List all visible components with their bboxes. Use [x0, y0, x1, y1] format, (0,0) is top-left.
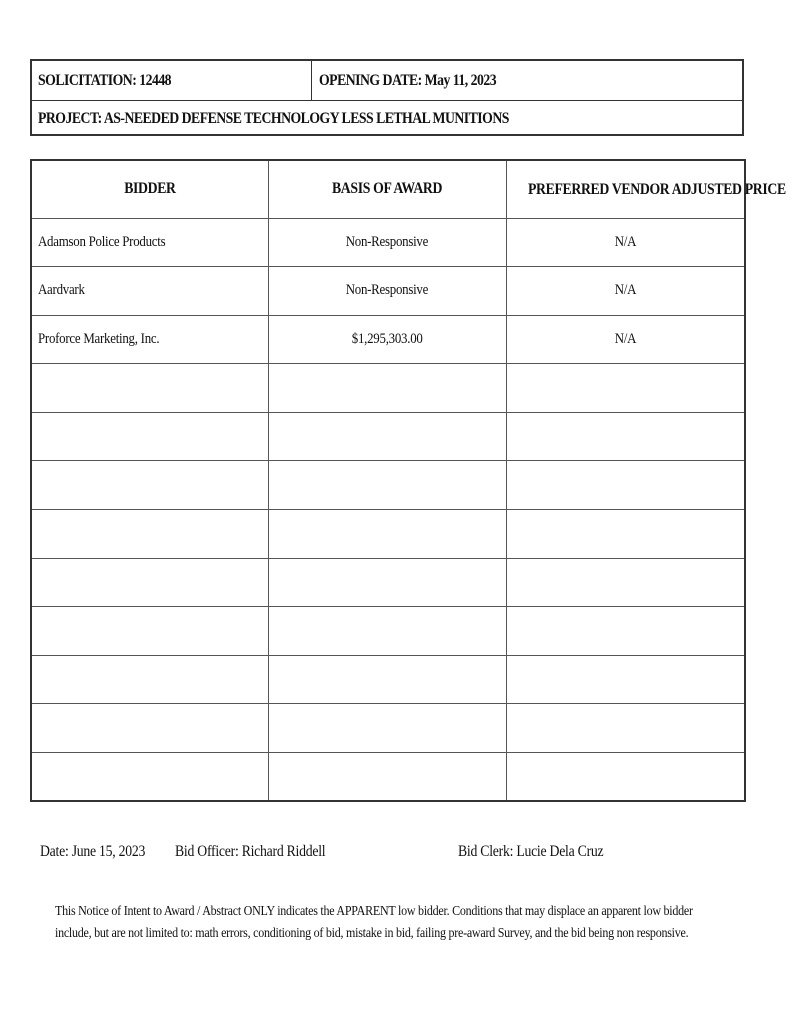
footer-bid-officer: Bid Officer: Richard Riddell — [175, 843, 326, 860]
adjusted-price-cell — [506, 412, 745, 461]
notice-text — [55, 901, 717, 945]
notice-line: include, but are not limited to: math errors, conditioning of bid, mistake in bid, failing pre-award Survey, and the bid being non responsive. — [55, 926, 689, 941]
bidder-cell: Adamson Police Products — [31, 218, 268, 267]
bidder-cell — [31, 753, 268, 802]
bidder-cell — [31, 461, 268, 510]
table-row — [31, 218, 745, 267]
header-box — [30, 59, 744, 136]
basis-of-award-cell — [268, 461, 506, 510]
bidder-cell: Aardvark — [31, 267, 268, 316]
solicitation-number: SOLICITATION: 12448 — [38, 72, 172, 89]
basis-of-award-cell — [268, 753, 506, 802]
table-row — [31, 315, 745, 364]
adjusted-price-cell — [506, 704, 745, 753]
adjusted-price-cell — [506, 510, 745, 559]
basis-of-award-cell — [268, 607, 506, 656]
table-row — [31, 364, 745, 413]
bidder-cell — [31, 655, 268, 704]
basis-of-award-cell — [268, 704, 506, 753]
adjusted-price-cell: N/A — [506, 267, 745, 316]
bidder-cell — [31, 364, 268, 413]
footer-date: Date: June 15, 2023 — [40, 843, 146, 860]
adjusted-price-cell: N/A — [506, 315, 745, 364]
basis-of-award-cell: Non-Responsive — [268, 267, 506, 316]
basis-of-award-cell: $1,295,303.00 — [268, 315, 506, 364]
basis-of-award-cell — [268, 510, 506, 559]
basis-of-award-cell — [268, 558, 506, 607]
basis-of-award-cell — [268, 412, 506, 461]
header-divider — [311, 61, 312, 100]
bidder-cell — [31, 607, 268, 656]
column-header-preferred-vendor-price: PREFERRED VENDOR ADJUSTED PRICE — [506, 160, 745, 218]
notice-line: This Notice of Intent to Award / Abstract ONLY indicates the APPARENT low bidder. Conditions that may displace an apparent low bidder — [55, 904, 693, 919]
basis-of-award-cell — [268, 364, 506, 413]
table-header-row — [31, 160, 745, 218]
bidder-cell — [31, 412, 268, 461]
adjusted-price-cell — [506, 655, 745, 704]
adjusted-price-cell — [506, 753, 745, 802]
adjusted-price-cell — [506, 607, 745, 656]
bid-table — [30, 159, 786, 802]
table-row — [31, 607, 745, 656]
footer-bid-clerk: Bid Clerk: Lucie Dela Cruz — [458, 843, 604, 860]
table-row — [31, 412, 745, 461]
adjusted-price-cell: N/A — [506, 218, 745, 267]
table-row — [31, 704, 745, 753]
adjusted-price-cell — [506, 461, 745, 510]
opening-date: OPENING DATE: May 11, 2023 — [319, 72, 497, 89]
table-row — [31, 655, 745, 704]
bidder-cell — [31, 510, 268, 559]
bidder-cell: Proforce Marketing, Inc. — [31, 315, 268, 364]
table-row — [31, 461, 745, 510]
table-row — [31, 753, 745, 802]
table-row — [31, 510, 745, 559]
adjusted-price-cell — [506, 364, 745, 413]
column-header-basis-of-award: BASIS OF AWARD — [268, 160, 506, 218]
table-body — [31, 218, 745, 801]
bidder-cell — [31, 704, 268, 753]
column-header-bidder: BIDDER — [31, 160, 268, 218]
adjusted-price-cell — [506, 558, 745, 607]
basis-of-award-cell — [268, 655, 506, 704]
table-row — [31, 267, 745, 316]
basis-of-award-cell: Non-Responsive — [268, 218, 506, 267]
project-title: PROJECT: AS-NEEDED DEFENSE TECHNOLOGY LESS LETHAL MUNITIONS — [38, 110, 509, 127]
table-row — [31, 558, 745, 607]
bidder-cell — [31, 558, 268, 607]
